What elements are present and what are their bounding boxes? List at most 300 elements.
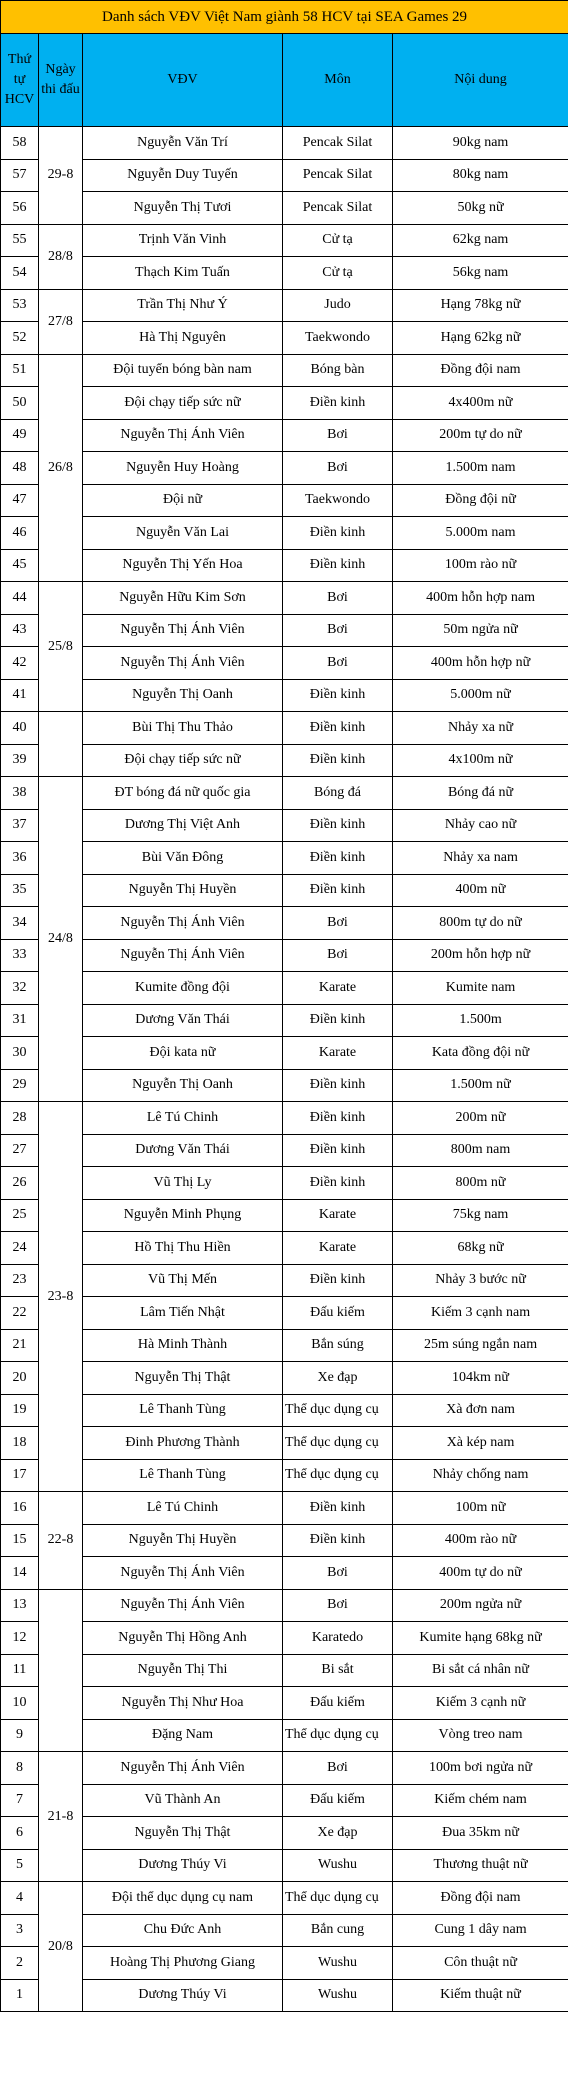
event-cell: Xà kép nam (393, 1427, 568, 1460)
athlete-cell: Nguyễn Thị Thật (83, 1817, 283, 1850)
header-sport: Môn (283, 34, 393, 127)
table-row (1, 1199, 568, 1232)
athlete-cell: Nguyễn Văn Trí (83, 127, 283, 160)
sport-cell: Judo (283, 289, 393, 322)
medal-order-cell: 51 (1, 354, 39, 387)
table-row (1, 549, 568, 582)
table-row (1, 1459, 568, 1492)
event-cell: Bi sắt cá nhân nữ (393, 1654, 568, 1687)
sport-cell: Thể dục dụng cụ (283, 1459, 393, 1492)
sport-cell: Karate (283, 1199, 393, 1232)
medal-order-cell: 48 (1, 452, 39, 485)
table-row (1, 647, 568, 680)
medal-order-cell: 7 (1, 1784, 39, 1817)
athlete-cell: Nguyễn Thị Ánh Viên (83, 939, 283, 972)
event-cell: 200m tự do nữ (393, 419, 568, 452)
sport-cell: Đấu kiếm (283, 1784, 393, 1817)
medal-order-cell: 49 (1, 419, 39, 452)
sport-cell: Bóng đá (283, 777, 393, 810)
sport-cell: Bơi (283, 1589, 393, 1622)
medal-order-cell: 6 (1, 1817, 39, 1850)
table-row (1, 1362, 568, 1395)
competition-day-cell: 22-8 (39, 1492, 83, 1590)
athlete-cell: Đội chạy tiếp sức nữ (83, 387, 283, 420)
sport-cell: Taekwondo (283, 484, 393, 517)
table-row (1, 1882, 568, 1915)
event-cell: Kiếm 3 cạnh nam (393, 1297, 568, 1330)
medal-order-cell: 23 (1, 1264, 39, 1297)
sport-cell: Điền kinh (283, 1492, 393, 1525)
table-row (1, 1622, 568, 1655)
sport-cell: Taekwondo (283, 322, 393, 355)
event-cell: 80kg nam (393, 159, 568, 192)
medal-order-cell: 21 (1, 1329, 39, 1362)
sport-cell: Bắn cung (283, 1914, 393, 1947)
medal-order-cell: 45 (1, 549, 39, 582)
event-cell: Kumite hạng 68kg nữ (393, 1622, 568, 1655)
medal-order-cell: 33 (1, 939, 39, 972)
medal-order-cell: 25 (1, 1199, 39, 1232)
athlete-cell: Nguyễn Thị Thật (83, 1362, 283, 1395)
athlete-cell: Dương Văn Thái (83, 1004, 283, 1037)
header-athlete: VĐV (83, 34, 283, 127)
table-row (1, 939, 568, 972)
event-cell: Kiếm thuật nữ (393, 1979, 568, 2012)
table-row (1, 1427, 568, 1460)
athlete-cell: Đặng Nam (83, 1719, 283, 1752)
sport-cell: Bơi (283, 1557, 393, 1590)
event-cell: 400m hỗn hợp nữ (393, 647, 568, 680)
athlete-cell: Thạch Kim Tuấn (83, 257, 283, 290)
sport-cell: Điền kinh (283, 744, 393, 777)
table-row (1, 679, 568, 712)
athlete-cell: Đội thể dục dụng cụ nam (83, 1882, 283, 1915)
athlete-cell: Kumite đồng đội (83, 972, 283, 1005)
table-row (1, 1914, 568, 1947)
athlete-cell: Nguyễn Duy Tuyến (83, 159, 283, 192)
athlete-cell: Vũ Thị Mến (83, 1264, 283, 1297)
medal-order-cell: 32 (1, 972, 39, 1005)
sport-cell: Thể dục dụng cụ (283, 1882, 393, 1915)
event-cell: 50m ngửa nữ (393, 614, 568, 647)
event-cell: 4x100m nữ (393, 744, 568, 777)
sport-cell: Bơi (283, 582, 393, 615)
event-cell: Đồng đội nam (393, 1882, 568, 1915)
sport-cell: Điền kinh (283, 1004, 393, 1037)
sport-cell: Điền kinh (283, 549, 393, 582)
medal-order-cell: 38 (1, 777, 39, 810)
athlete-cell: Nguyễn Thị Ánh Viên (83, 1752, 283, 1785)
medal-order-cell: 20 (1, 1362, 39, 1395)
event-cell: 200m ngửa nữ (393, 1589, 568, 1622)
sport-cell: Thể dục dụng cụ (283, 1427, 393, 1460)
event-cell: 5.000m nữ (393, 679, 568, 712)
event-cell: 400m nữ (393, 874, 568, 907)
athlete-cell: Dương Thị Việt Anh (83, 809, 283, 842)
table-row (1, 289, 568, 322)
table-row (1, 419, 568, 452)
sport-cell: Bơi (283, 452, 393, 485)
medal-order-cell: 36 (1, 842, 39, 875)
athlete-cell: Nguyễn Thị Tươi (83, 192, 283, 225)
athlete-cell: Nguyễn Thị Yến Hoa (83, 549, 283, 582)
medal-order-cell: 58 (1, 127, 39, 160)
sport-cell: Bơi (283, 1752, 393, 1785)
medal-order-cell: 27 (1, 1134, 39, 1167)
event-cell: Nhảy cao nữ (393, 809, 568, 842)
competition-day-cell: 23-8 (39, 1102, 83, 1492)
athlete-cell: Nguyễn Thị Oanh (83, 1069, 283, 1102)
athlete-cell: Nguyễn Thị Huyền (83, 874, 283, 907)
event-cell: Nhảy xa nữ (393, 712, 568, 745)
table-row (1, 224, 568, 257)
athlete-cell: ĐT bóng đá nữ quốc gia (83, 777, 283, 810)
sport-cell: Điền kinh (283, 1069, 393, 1102)
medal-order-cell: 14 (1, 1557, 39, 1590)
sport-cell: Bi sắt (283, 1654, 393, 1687)
medal-order-cell: 26 (1, 1167, 39, 1200)
event-cell: 5.000m nam (393, 517, 568, 550)
table-row (1, 1329, 568, 1362)
event-cell: Đồng đội nữ (393, 484, 568, 517)
header-day: Ngày thi đấu (39, 34, 83, 127)
table-body (1, 127, 568, 2012)
event-cell: 100m nữ (393, 1492, 568, 1525)
event-cell: Nhảy 3 bước nữ (393, 1264, 568, 1297)
medal-order-cell: 39 (1, 744, 39, 777)
table-row (1, 777, 568, 810)
event-cell: Kiếm chém nam (393, 1784, 568, 1817)
event-cell: 400m tự do nữ (393, 1557, 568, 1590)
sport-cell: Điền kinh (283, 1102, 393, 1135)
competition-day-cell (39, 1589, 83, 1752)
sport-cell: Thể dục dụng cụ (283, 1394, 393, 1427)
athlete-cell: Nguyễn Thị Hồng Anh (83, 1622, 283, 1655)
athlete-cell: Nguyễn Huy Hoàng (83, 452, 283, 485)
competition-day-cell: 28/8 (39, 224, 83, 289)
medal-order-cell: 41 (1, 679, 39, 712)
table-row (1, 192, 568, 225)
sport-cell: Pencak Silat (283, 192, 393, 225)
athlete-cell: Lê Thanh Tùng (83, 1459, 283, 1492)
medal-order-cell: 37 (1, 809, 39, 842)
athlete-cell: Nguyễn Văn Lai (83, 517, 283, 550)
athlete-cell: Nguyễn Thị Ánh Viên (83, 1557, 283, 1590)
medal-order-cell: 2 (1, 1947, 39, 1980)
athlete-cell: Trịnh Văn Vinh (83, 224, 283, 257)
table-row (1, 1134, 568, 1167)
athlete-cell: Lê Tú Chinh (83, 1102, 283, 1135)
sport-cell: Bóng bàn (283, 354, 393, 387)
table-row (1, 484, 568, 517)
athlete-cell: Hà Thị Nguyên (83, 322, 283, 355)
event-cell: 68kg nữ (393, 1232, 568, 1265)
competition-day-cell: 29-8 (39, 127, 83, 225)
athlete-cell: Lâm Tiến Nhật (83, 1297, 283, 1330)
table-row (1, 1557, 568, 1590)
medal-order-cell: 46 (1, 517, 39, 550)
medal-order-cell: 54 (1, 257, 39, 290)
athlete-cell: Lê Thanh Tùng (83, 1394, 283, 1427)
medal-order-cell: 50 (1, 387, 39, 420)
athlete-cell: Hà Minh Thành (83, 1329, 283, 1362)
athlete-cell: Nguyễn Thị Ánh Viên (83, 1589, 283, 1622)
event-cell: 50kg nữ (393, 192, 568, 225)
medal-order-cell: 15 (1, 1524, 39, 1557)
table-row (1, 1394, 568, 1427)
medal-order-cell: 55 (1, 224, 39, 257)
event-cell: Đồng đội nam (393, 354, 568, 387)
table-row (1, 127, 568, 160)
table-row (1, 1817, 568, 1850)
medal-order-cell: 9 (1, 1719, 39, 1752)
header-order: Thứ tự HCV (1, 34, 39, 127)
sport-cell: Wushu (283, 1979, 393, 2012)
table-row (1, 1037, 568, 1070)
medal-order-cell: 3 (1, 1914, 39, 1947)
table-row (1, 1719, 568, 1752)
athlete-cell: Đinh Phương Thành (83, 1427, 283, 1460)
event-cell: 400m hỗn hợp nam (393, 582, 568, 615)
table-row (1, 1784, 568, 1817)
athlete-cell: Vũ Thị Ly (83, 1167, 283, 1200)
sport-cell: Điền kinh (283, 809, 393, 842)
medal-order-cell: 29 (1, 1069, 39, 1102)
table-row (1, 972, 568, 1005)
athlete-cell: Dương Văn Thái (83, 1134, 283, 1167)
sport-cell: Điền kinh (283, 712, 393, 745)
sport-cell: Karatedo (283, 1622, 393, 1655)
event-cell: 100m bơi ngửa nữ (393, 1752, 568, 1785)
sport-cell: Điền kinh (283, 842, 393, 875)
athlete-cell: Đội kata nữ (83, 1037, 283, 1070)
table-row (1, 387, 568, 420)
event-cell: Hạng 62kg nữ (393, 322, 568, 355)
medal-order-cell: 24 (1, 1232, 39, 1265)
medal-order-cell: 44 (1, 582, 39, 615)
table-row (1, 1102, 568, 1135)
sport-cell: Cử tạ (283, 257, 393, 290)
athlete-cell: Đội chạy tiếp sức nữ (83, 744, 283, 777)
medal-order-cell: 10 (1, 1687, 39, 1720)
event-cell: Kata đồng đội nữ (393, 1037, 568, 1070)
header-event: Nội dung (393, 34, 568, 127)
event-cell: 200m hỗn hợp nữ (393, 939, 568, 972)
sport-cell: Bơi (283, 939, 393, 972)
athlete-cell: Nguyễn Thị Ánh Viên (83, 419, 283, 452)
athlete-cell: Nguyễn Thị Thi (83, 1654, 283, 1687)
athlete-cell: Vũ Thành An (83, 1784, 283, 1817)
event-cell: Thương thuật nữ (393, 1849, 568, 1882)
sport-cell: Bơi (283, 647, 393, 680)
athlete-cell: Đội nữ (83, 484, 283, 517)
event-cell: 56kg nam (393, 257, 568, 290)
table-row (1, 1232, 568, 1265)
table-row (1, 614, 568, 647)
medal-order-cell: 31 (1, 1004, 39, 1037)
event-cell: Kiếm 3 cạnh nữ (393, 1687, 568, 1720)
athlete-cell: Dương Thúy Vi (83, 1849, 283, 1882)
table-row (1, 1849, 568, 1882)
medal-order-cell: 40 (1, 712, 39, 745)
medal-order-cell: 12 (1, 1622, 39, 1655)
competition-day-cell: 25/8 (39, 582, 83, 712)
athlete-cell: Nguyễn Thị Ánh Viên (83, 907, 283, 940)
sport-cell: Karate (283, 972, 393, 1005)
sport-cell: Karate (283, 1037, 393, 1070)
athlete-cell: Đội tuyển bóng bàn nam (83, 354, 283, 387)
medal-order-cell: 52 (1, 322, 39, 355)
table-row (1, 1297, 568, 1330)
table-row (1, 1069, 568, 1102)
event-cell: 800m nam (393, 1134, 568, 1167)
sport-cell: Điền kinh (283, 1167, 393, 1200)
sport-cell: Điền kinh (283, 387, 393, 420)
competition-day-cell: 21-8 (39, 1752, 83, 1882)
athlete-cell: Nguyễn Thị Huyền (83, 1524, 283, 1557)
athlete-cell: Trần Thị Như Ý (83, 289, 283, 322)
sport-cell: Thể dục dụng cụ (283, 1719, 393, 1752)
medal-order-cell: 43 (1, 614, 39, 647)
competition-day-cell: 20/8 (39, 1882, 83, 2012)
event-cell: Vòng treo nam (393, 1719, 568, 1752)
table-row (1, 517, 568, 550)
medal-order-cell: 30 (1, 1037, 39, 1070)
table-row (1, 159, 568, 192)
competition-day-cell: 24/8 (39, 777, 83, 1102)
sport-cell: Bơi (283, 907, 393, 940)
athlete-cell: Nguyễn Thị Oanh (83, 679, 283, 712)
sport-cell: Wushu (283, 1947, 393, 1980)
table-title: Danh sách VĐV Việt Nam giành 58 HCV tại SEA Games 29 (1, 1, 568, 34)
medal-order-cell: 1 (1, 1979, 39, 2012)
table-row (1, 1492, 568, 1525)
table-row (1, 874, 568, 907)
competition-day-cell: 26/8 (39, 354, 83, 582)
sport-cell: Bơi (283, 614, 393, 647)
sport-cell: Điền kinh (283, 679, 393, 712)
table-row (1, 257, 568, 290)
event-cell: 1.500m nam (393, 452, 568, 485)
medal-order-cell: 17 (1, 1459, 39, 1492)
sport-cell: Điền kinh (283, 1134, 393, 1167)
table-row (1, 744, 568, 777)
event-cell: 200m nữ (393, 1102, 568, 1135)
athlete-cell: Dương Thúy Vi (83, 1979, 283, 2012)
table-row (1, 1167, 568, 1200)
athlete-cell: Bùi Thị Thu Thảo (83, 712, 283, 745)
event-cell: 1.500m nữ (393, 1069, 568, 1102)
event-cell: Đua 35km nữ (393, 1817, 568, 1850)
sport-cell: Wushu (283, 1849, 393, 1882)
sport-cell: Điền kinh (283, 874, 393, 907)
event-cell: 800m nữ (393, 1167, 568, 1200)
table-row (1, 452, 568, 485)
athlete-cell: Nguyễn Thị Ánh Viên (83, 647, 283, 680)
medal-order-cell: 53 (1, 289, 39, 322)
table-row (1, 1979, 568, 2012)
table-row (1, 1654, 568, 1687)
medal-order-cell: 13 (1, 1589, 39, 1622)
table-row (1, 322, 568, 355)
event-cell: Nhảy chống nam (393, 1459, 568, 1492)
event-cell: Côn thuật nữ (393, 1947, 568, 1980)
athlete-cell: Hồ Thị Thu Hiền (83, 1232, 283, 1265)
table-row (1, 582, 568, 615)
table-row (1, 842, 568, 875)
medal-order-cell: 42 (1, 647, 39, 680)
event-cell: Xà đơn nam (393, 1394, 568, 1427)
sport-cell: Điền kinh (283, 517, 393, 550)
table-row (1, 1687, 568, 1720)
sport-cell: Cử tạ (283, 224, 393, 257)
medal-order-cell: 4 (1, 1882, 39, 1915)
sport-cell: Xe đạp (283, 1362, 393, 1395)
sport-cell: Xe đạp (283, 1817, 393, 1850)
table-row (1, 1524, 568, 1557)
table-row (1, 809, 568, 842)
athlete-cell: Nguyễn Hữu Kim Sơn (83, 582, 283, 615)
sport-cell: Điền kinh (283, 1264, 393, 1297)
competition-day-cell (39, 712, 83, 777)
medal-order-cell: 34 (1, 907, 39, 940)
event-cell: 90kg nam (393, 127, 568, 160)
medal-order-cell: 22 (1, 1297, 39, 1330)
athlete-cell: Chu Đức Anh (83, 1914, 283, 1947)
event-cell: Cung 1 dây nam (393, 1914, 568, 1947)
event-cell: Bóng đá nữ (393, 777, 568, 810)
event-cell: 100m rào nữ (393, 549, 568, 582)
table-row (1, 712, 568, 745)
event-cell: 400m rào nữ (393, 1524, 568, 1557)
medal-order-cell: 8 (1, 1752, 39, 1785)
athlete-cell: Hoàng Thị Phương Giang (83, 1947, 283, 1980)
medal-order-cell: 16 (1, 1492, 39, 1525)
medal-order-cell: 47 (1, 484, 39, 517)
table-row (1, 1947, 568, 1980)
event-cell: 1.500m (393, 1004, 568, 1037)
sport-cell: Pencak Silat (283, 127, 393, 160)
athlete-cell: Nguyễn Thị Như Hoa (83, 1687, 283, 1720)
event-cell: 62kg nam (393, 224, 568, 257)
athlete-cell: Nguyễn Thị Ánh Viên (83, 614, 283, 647)
athlete-cell: Bùi Văn Đông (83, 842, 283, 875)
table-row (1, 1589, 568, 1622)
table-row (1, 1752, 568, 1785)
medal-order-cell: 18 (1, 1427, 39, 1460)
sport-cell: Bắn súng (283, 1329, 393, 1362)
table-row (1, 1004, 568, 1037)
medal-order-cell: 11 (1, 1654, 39, 1687)
sport-cell: Bơi (283, 419, 393, 452)
event-cell: 104km nữ (393, 1362, 568, 1395)
medal-order-cell: 28 (1, 1102, 39, 1135)
sport-cell: Đấu kiếm (283, 1297, 393, 1330)
medal-order-cell: 5 (1, 1849, 39, 1882)
sport-cell: Pencak Silat (283, 159, 393, 192)
event-cell: Kumite nam (393, 972, 568, 1005)
sport-cell: Đấu kiếm (283, 1687, 393, 1720)
table-row (1, 354, 568, 387)
table-row (1, 907, 568, 940)
table-row (1, 1264, 568, 1297)
medal-order-cell: 57 (1, 159, 39, 192)
athlete-cell: Lê Tú Chinh (83, 1492, 283, 1525)
event-cell: Hạng 78kg nữ (393, 289, 568, 322)
medal-order-cell: 35 (1, 874, 39, 907)
sport-cell: Điền kinh (283, 1524, 393, 1557)
competition-day-cell: 27/8 (39, 289, 83, 354)
